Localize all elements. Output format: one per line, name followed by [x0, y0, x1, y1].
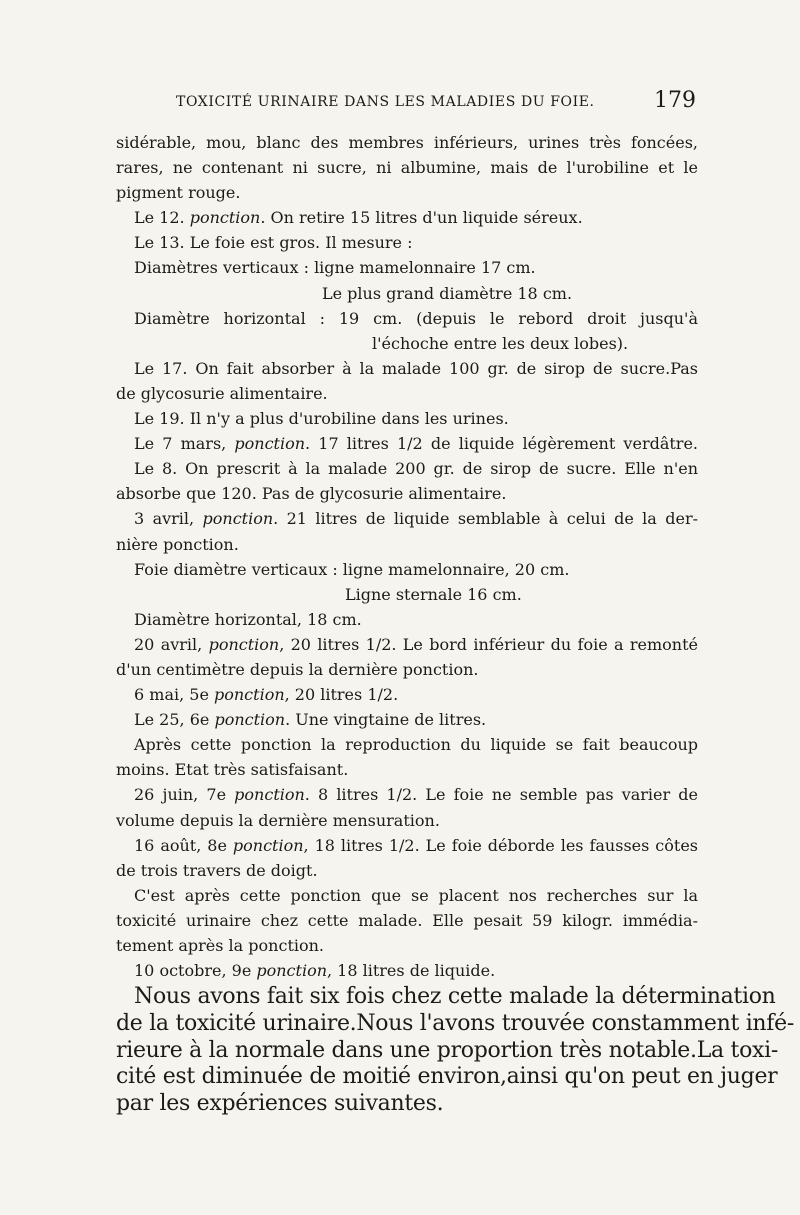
- text-line: rares, ne contenant ni sucre, ni albumine, mais de l'urobiline et le: [116, 158, 698, 178]
- text-line: par les expériences suivantes.: [116, 1091, 444, 1117]
- text-line: Ligne sternale 16 cm.: [345, 584, 522, 604]
- text-line: cité est diminuée de moitié environ,ainsi qu'on peut en juger: [116, 1064, 778, 1090]
- text-line: Le 7 mars, ponction. 17 litres 1/2 de liquide légèrement verdâtre.: [134, 434, 699, 454]
- text-line: absorbe que 120. Pas de glycosurie alimentaire.: [116, 484, 507, 504]
- text-line: Diamètre horizontal : 19 cm. (depuis le rebord droit jusqu'à: [134, 308, 698, 328]
- text-line: 16 août, 8e ponction, 18 litres 1/2. Le foie déborde les fausses côtes: [134, 835, 698, 855]
- text-line: Après cette ponction la reproduction du liquide se fait beaucoup: [134, 735, 698, 755]
- text-line: l'échoche entre les deux lobes).: [372, 333, 629, 353]
- text-line: 3 avril, ponction. 21 litres de liquide semblable à celui de la der-: [134, 509, 698, 529]
- text-line: pigment rouge.: [116, 183, 241, 203]
- text-line: de glycosurie alimentaire.: [116, 383, 328, 403]
- text-line: Diamètre horizontal, 18 cm.: [134, 609, 362, 629]
- page-number: 179: [654, 88, 696, 113]
- case-notes: [116, 130, 698, 983]
- text-line: de la toxicité urinaire.Nous l'avons trouvée constamment infé-: [116, 1010, 794, 1036]
- text-line: 20 avril, ponction, 20 litres 1/2. Le bord inférieur du foie a remonté: [134, 634, 699, 654]
- text-line: sidérable, mou, blanc des membres inférieurs, urines très foncées,: [116, 133, 698, 152]
- text-line: toxicité urinaire chez cette malade. Elle pesait 59 kilogr. immédia-: [116, 910, 698, 930]
- text-line: volume depuis la dernière mensuration.: [116, 810, 440, 830]
- text-line: tement après la ponction.: [116, 936, 325, 955]
- text-line: d'un centimètre depuis la dernière ponction.: [116, 659, 479, 679]
- text-line: Le 19. Il n'y a plus d'urobiline dans les urines.: [134, 409, 509, 429]
- text-line: Nous avons fait six fois chez cette malade la détermination: [134, 984, 776, 1009]
- text-line: de trois travers de doigt.: [116, 860, 318, 880]
- text-line: C'est après cette ponction que se placent nos recherches sur la: [134, 885, 698, 905]
- text-line: 10 octobre, 9e ponction, 18 litres de liquide.: [134, 961, 496, 981]
- text-line: Le 12. ponction. On retire 15 litres d'un liquide séreux.: [134, 208, 583, 228]
- text-line: Diamètres verticaux : ligne mamelonnaire 17 cm.: [134, 258, 536, 278]
- text-line: nière ponction.: [116, 534, 239, 554]
- page-header: [176, 88, 696, 113]
- text-line: Le 17. On fait absorber à la malade 100 gr. de sirop de sucre.Pas: [134, 358, 698, 378]
- text-line: 6 mai, 5e ponction, 20 litres 1/2.: [134, 685, 399, 705]
- text-line: Le 25, 6e ponction. Une vingtaine de litres.: [134, 710, 487, 730]
- conclusion-paragraph: [116, 984, 794, 1118]
- text-line: rieure à la normale dans une proportion très notable.La toxi-: [116, 1037, 779, 1063]
- running-title: TOXICITÉ URINAIRE DANS LES MALADIES DU FOIE.: [176, 94, 595, 110]
- text-line: Foie diamètre verticaux : ligne mamelonnaire, 20 cm.: [134, 559, 570, 579]
- text-line: Le 8. On prescrit à la malade 200 gr. de sirop de sucre. Elle n'en: [134, 459, 698, 479]
- text-line: Le 13. Le foie est gros. Il mesure :: [134, 233, 413, 253]
- text-line: Le plus grand diamètre 18 cm.: [322, 283, 573, 303]
- text-line: moins. Etat très satisfaisant.: [116, 760, 349, 780]
- text-line: 26 juin, 7e ponction. 8 litres 1/2. Le foie ne semble pas varier de: [134, 785, 698, 805]
